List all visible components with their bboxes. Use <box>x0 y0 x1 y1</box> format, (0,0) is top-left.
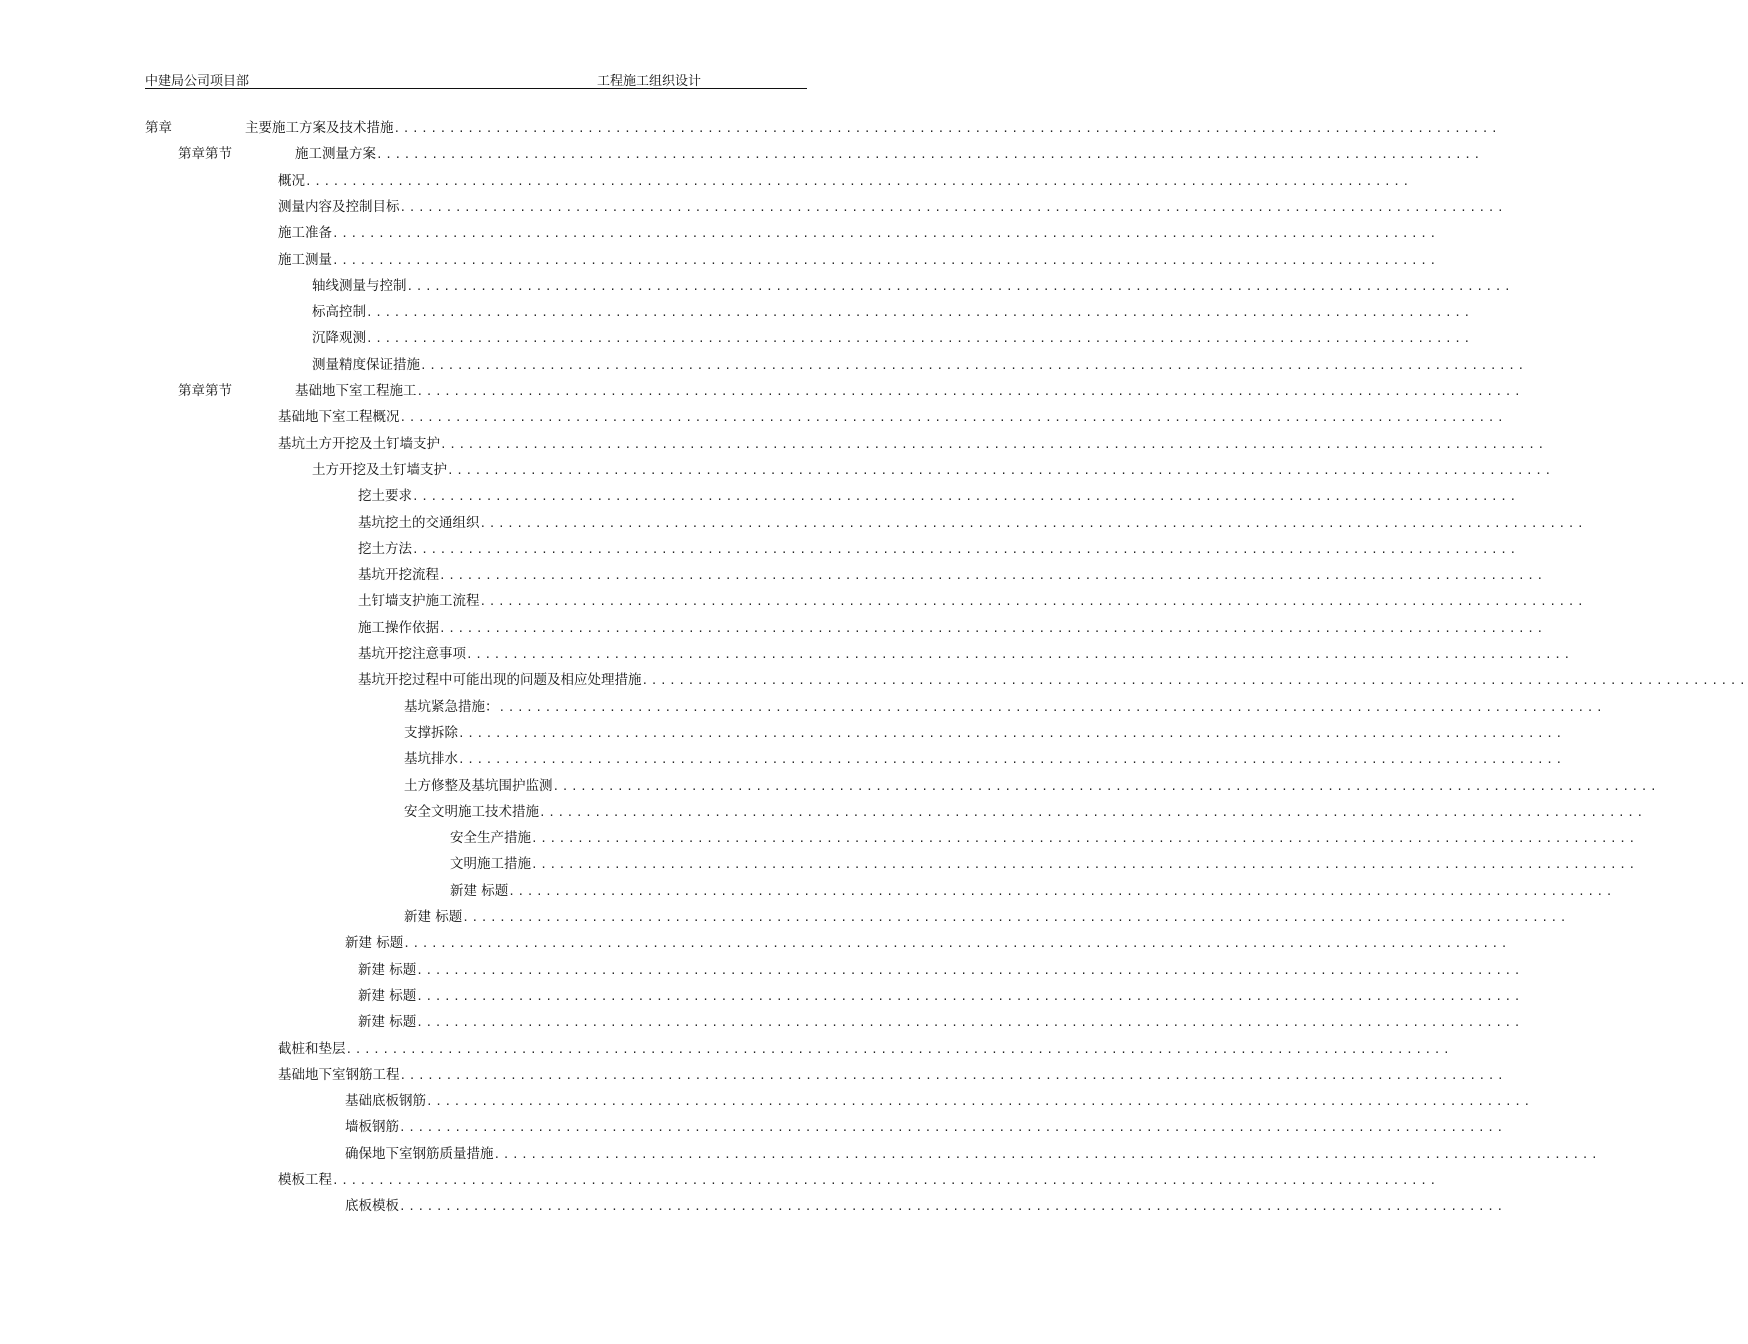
toc-entry-title: 施工测量方案 <box>295 146 376 163</box>
toc-entry[interactable] <box>358 537 1519 561</box>
toc-dot-leader: ........................................................................................................................ <box>447 463 1554 477</box>
toc-entry[interactable] <box>450 879 1616 903</box>
toc-entry[interactable] <box>278 1037 1453 1061</box>
toc-dot-leader: ........................................................................................................................ <box>641 674 1748 688</box>
toc-entry[interactable] <box>358 511 1587 535</box>
toc-entry-title: 安全生产措施 <box>450 830 531 847</box>
toc-entry[interactable] <box>312 353 1527 377</box>
toc-entry-title: 施工操作依据 <box>358 619 439 636</box>
toc-dot-leader: ........................................................................................................................ <box>420 358 1527 372</box>
toc-entry[interactable] <box>312 326 1473 350</box>
toc-entry[interactable] <box>358 642 1573 666</box>
toc-entry-title: 基坑土方开挖及土钉墙支护 <box>278 435 440 452</box>
toc-dot-leader: ........................................................................................................................ <box>412 490 1519 504</box>
toc-entry-title: 安全文明施工技术措施 <box>404 803 539 820</box>
toc-entry-title: 基坑挖土的交通组织 <box>358 514 480 531</box>
toc-entry-title: 施工测量 <box>278 251 332 268</box>
toc-entry-title: 基础地下室工程施工 <box>295 383 417 399</box>
toc-entry[interactable] <box>278 221 1439 245</box>
header-company: 中建局公司项目部 <box>145 74 250 89</box>
toc-entry-title: 新建 标题 <box>345 935 404 952</box>
toc-entry-title: 支撑拆除 <box>404 724 458 741</box>
toc-dot-leader: ........................................................................................................................ <box>508 884 1616 898</box>
toc-entry[interactable] <box>404 905 1570 929</box>
toc-dot-leader: ........................................................................................................................ <box>376 148 1483 162</box>
toc-dot-leader: ........................................................................................................................ <box>416 963 1524 977</box>
toc-entry-title: 文明施工措施 <box>450 856 531 873</box>
toc-dot-leader: ........................................................................................................................ <box>332 253 1439 267</box>
toc-entry[interactable] <box>278 248 1439 272</box>
toc-entry-title: 轴线测量与控制 <box>312 277 407 294</box>
toc-entry-title: 底板模板 <box>345 1198 399 1215</box>
toc-dot-leader: ........................................................................................................................ <box>332 1174 1439 1187</box>
toc-entry-title: 新建 标题 <box>358 961 417 978</box>
toc-entry-title: 新建 标题 <box>404 909 463 925</box>
toc-dot-leader: ........................................................................................................................ <box>412 542 1519 556</box>
toc-entry[interactable] <box>358 984 1524 1008</box>
toc-entry[interactable] <box>404 695 1606 719</box>
toc-entry-chapter-label: 第章第节 <box>178 383 232 399</box>
toc-entry[interactable] <box>145 116 1501 140</box>
toc-entry[interactable] <box>278 405 1507 429</box>
toc-dot-leader: ........................................................................................................................ <box>416 385 1524 398</box>
toc-entry-title: 基坑排水 <box>404 751 458 768</box>
toc-entry-chapter-label: 第章第节 <box>178 146 232 163</box>
toc-entry[interactable] <box>358 563 1546 587</box>
toc-entry-title: 施工准备 <box>278 225 332 242</box>
toc-dot-leader: ........................................................................................................................ <box>399 200 1507 214</box>
toc-entry[interactable] <box>450 852 1638 876</box>
toc-dot-leader: ........................................................................................................................ <box>493 1147 1601 1161</box>
toc-dot-leader: ........................................................................................................................ <box>439 621 1546 635</box>
toc-dot-leader: ........................................................................................................................ <box>479 595 1587 609</box>
toc-entry[interactable] <box>278 195 1507 219</box>
toc-entry[interactable] <box>450 826 1638 850</box>
toc-entry-title: 模板工程 <box>278 1172 332 1188</box>
toc-entry-title: 确保地下室钢筋质量措施 <box>345 1145 494 1162</box>
toc-entry[interactable] <box>345 1115 1506 1139</box>
toc-entry-title: 沉降观测 <box>312 330 366 347</box>
toc-entry[interactable] <box>312 458 1554 482</box>
toc-entry[interactable] <box>345 931 1511 955</box>
toc-entry-title: 墙板钢筋 <box>345 1119 399 1136</box>
toc-entry[interactable] <box>358 1010 1524 1034</box>
toc-dot-leader: ........................................................................................................................ <box>458 753 1565 767</box>
toc-entry-title: 基坑开挖过程中可能出现的问题及相应处理措施 <box>358 672 642 689</box>
toc-entry[interactable] <box>404 800 1646 824</box>
toc-entry-title: 测量内容及控制目标 <box>278 198 400 215</box>
toc-entry[interactable] <box>404 721 1565 745</box>
toc-entry[interactable] <box>312 274 1514 298</box>
toc-entry-title: 概况 <box>278 172 305 189</box>
toc-entry[interactable] <box>312 300 1473 324</box>
header-document-title: 工程施工组织设计 <box>597 74 702 89</box>
toc-entry[interactable] <box>358 616 1546 640</box>
toc-entry-title: 测量精度保证措施 <box>312 356 420 373</box>
toc-entry-title: 土钉墙支护施工流程 <box>358 593 480 610</box>
toc-entry-title: 基础底板钢筋 <box>345 1093 426 1110</box>
toc-dot-leader: ........................................................................................................................ <box>426 1095 1533 1109</box>
toc-dot-leader: ........................................................................................................................ <box>416 1016 1524 1030</box>
page-header <box>145 68 807 89</box>
toc-dot-leader: ........................................................................................................................ <box>366 332 1473 346</box>
toc-entry[interactable] <box>178 142 1483 166</box>
toc-dot-leader: ........................................................................................................................ <box>498 700 1606 714</box>
toc-entry[interactable] <box>345 1194 1506 1218</box>
toc-dot-leader: ........................................................................................................................ <box>479 516 1587 530</box>
toc-dot-leader: ........................................................................................................................ <box>531 858 1638 872</box>
toc-entry-chapter-label: 第章 <box>145 120 172 136</box>
toc-entry-title: 基础地下室工程概况 <box>278 409 400 426</box>
toc-dot-leader: ........................................................................................................................ <box>440 437 1547 451</box>
toc-dot-leader: ........................................................................................................................ <box>406 279 1514 293</box>
toc-entry-title: 新建 标题 <box>358 1014 417 1031</box>
toc-dot-leader: ........................................................................................................................ <box>399 411 1507 425</box>
toc-entry[interactable] <box>345 1142 1601 1166</box>
toc-entry-title: 土方开挖及土钉墙支护 <box>312 461 447 478</box>
toc-entry[interactable] <box>358 668 1748 692</box>
toc-dot-leader: ........................................................................................................................ <box>305 174 1412 188</box>
toc-entry-title: 新建 标题 <box>358 987 417 1004</box>
toc-entry-title: 挖土方法 <box>358 540 412 557</box>
toc-entry[interactable] <box>178 379 1524 403</box>
toc-dot-leader: ........................................................................................................................ <box>552 779 1660 793</box>
toc-dot-leader: ........................................................................................................................ <box>399 1200 1506 1214</box>
toc-entry[interactable] <box>358 589 1587 613</box>
toc-entry-title: 标高控制 <box>312 304 366 321</box>
toc-entry[interactable] <box>278 432 1547 456</box>
toc-entry-title: 主要施工方案及技术措施 <box>245 120 394 136</box>
toc-entry-title: 基础地下室钢筋工程 <box>278 1066 400 1083</box>
toc-dot-leader: ........................................................................................................................ <box>399 1121 1506 1135</box>
toc-entry-title: 基坑开挖流程 <box>358 567 439 584</box>
toc-entry[interactable] <box>278 1063 1507 1087</box>
toc-dot-leader: ........................................................................................................................ <box>399 1068 1507 1082</box>
toc-entry-title: 基坑紧急措施： <box>404 698 499 715</box>
toc-dot-leader: ........................................................................................................................ <box>539 805 1646 819</box>
toc-dot-leader: ........................................................................................................................ <box>366 306 1473 320</box>
toc-entry-title: 土方修整及基坑围护监测 <box>404 777 553 794</box>
toc-dot-leader: ........................................................................................................................ <box>416 989 1524 1003</box>
toc-entry-title: 截桩和垫层 <box>278 1040 346 1057</box>
toc-entry-title: 挖土要求 <box>358 488 412 505</box>
toc-dot-leader: ........................................................................................................................ <box>332 227 1439 241</box>
toc-dot-leader: ........................................................................................................................ <box>345 1042 1453 1056</box>
toc-entry[interactable] <box>278 1168 1439 1192</box>
toc-entry[interactable] <box>404 774 1660 798</box>
toc-entry[interactable] <box>278 169 1412 193</box>
toc-dot-leader: ........................................................................................................................ <box>393 122 1501 135</box>
toc-entry[interactable] <box>358 958 1524 982</box>
toc-entry-title: 基坑开挖注意事项 <box>358 646 466 662</box>
toc-entry[interactable] <box>404 747 1565 771</box>
toc-dot-leader: ........................................................................................................................ <box>462 911 1570 924</box>
toc-entry-title: 新建 标题 <box>450 882 509 899</box>
toc-dot-leader: ........................................................................................................................ <box>439 569 1546 583</box>
toc-dot-leader: ........................................................................................................................ <box>466 648 1573 661</box>
toc-dot-leader: ........................................................................................................................ <box>531 832 1638 846</box>
toc-entry[interactable] <box>345 1089 1533 1113</box>
toc-dot-leader: ........................................................................................................................ <box>458 726 1565 740</box>
toc-dot-leader: ........................................................................................................................ <box>403 937 1511 951</box>
toc-entry[interactable] <box>358 484 1519 508</box>
